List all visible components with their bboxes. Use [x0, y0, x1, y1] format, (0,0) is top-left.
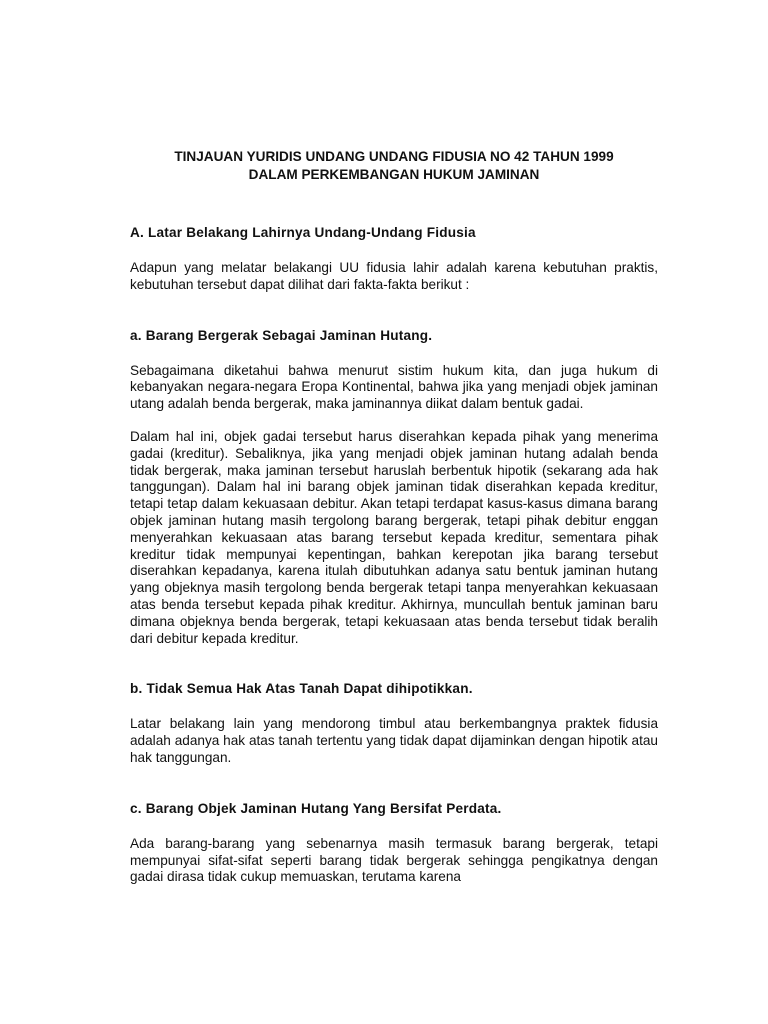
- subsection-b-heading: b. Tidak Semua Hak Atas Tanah Dapat dihipotikkan.: [130, 681, 473, 697]
- subsection-a-paragraph-1: Sebagaimana diketahui bahwa menurut sistim hukum kita, dan juga hukum di kebanyakan negara-negara Eropa Kontinental, bahwa jika yang menjadi objek jaminan utang adalah benda bergerak, maka jaminannya diikat dalam bentuk gadai.: [130, 362, 658, 412]
- section-a-intro: Adapun yang melatar belakangi UU fidusia lahir adalah karena kebutuhan praktis, kebutuhan tersebut dapat dilihat dari fakta-fakta berikut :: [130, 260, 658, 292]
- document-title: [130, 148, 658, 184]
- title-line-2: DALAM PERKEMBANGAN HUKUM JAMINAN: [248, 167, 540, 182]
- subsection-c-heading: c. Barang Objek Jaminan Hutang Yang Bersifat Perdata.: [130, 800, 502, 816]
- title-line-1: TINJAUAN YURIDIS UNDANG UNDANG FIDUSIA NO 42 TAHUN 1999: [174, 149, 614, 164]
- subsection-c-paragraph-1: Ada barang-barang yang sebenarnya masih termasuk barang bergerak, tetapi mempunyai sifat-sifat seperti barang tidak bergerak sehingga pengikatnya dengan gadai dirasa tidak cukup memuaskan, terutama karena: [130, 835, 658, 885]
- section-a-heading: A. Latar Belakang Lahirnya Undang-Undang Fidusia: [130, 225, 476, 240]
- subsection-a-heading: a. Barang Bergerak Sebagai Jaminan Hutang.: [130, 327, 433, 343]
- subsection-b-paragraph-1: Latar belakang lain yang mendorong timbul atau berkembangnya praktek fidusia adalah adanya hak atas tanah tertentu yang tidak dapat dijaminkan dengan hipotik atau hak tanggungan.: [130, 716, 658, 765]
- document-body: [130, 148, 658, 886]
- subsection-a-paragraph-2: Dalam hal ini, objek gadai tersebut harus diserahkan kepada pihak yang menerima gadai (kreditur). Sebaliknya, jika yang menjadi objek jaminan hutang adalah benda tidak bergerak, maka jaminan tersebut haruslah berbentuk hipotik (sekarang ada hak tanggungan). Dalam hal ini barang objek jaminan tidak diserahkan kepada kreditur, tetapi tetap dalam kekuasaan debitur. Akan tetapi terdapat kasus-kasus dimana barang objek jaminan hutang masih tergolong barang bergerak, tetapi pihak debitur enggan menyerahkan kekuasaan atas barang tersebut kepada kreditur, sementara pihak kreditur tidak mempunyai kepentingan, bahkan kerepotan jika barang tersebut diserahkan kepadanya, karena itulah dibutuhkan adanya satu bentuk jaminan hutang yang objeknya masih tergolong benda bergerak tetapi tanpa menyerahkan kekuasaan atas benda tersebut kepada pihak kreditur. Akhirnya, muncullah bentuk jaminan baru dimana objeknya benda bergerak, tetapi kekuasaan atas benda tersebut tidak beralih dari debitur kepada kreditur.: [130, 428, 658, 646]
